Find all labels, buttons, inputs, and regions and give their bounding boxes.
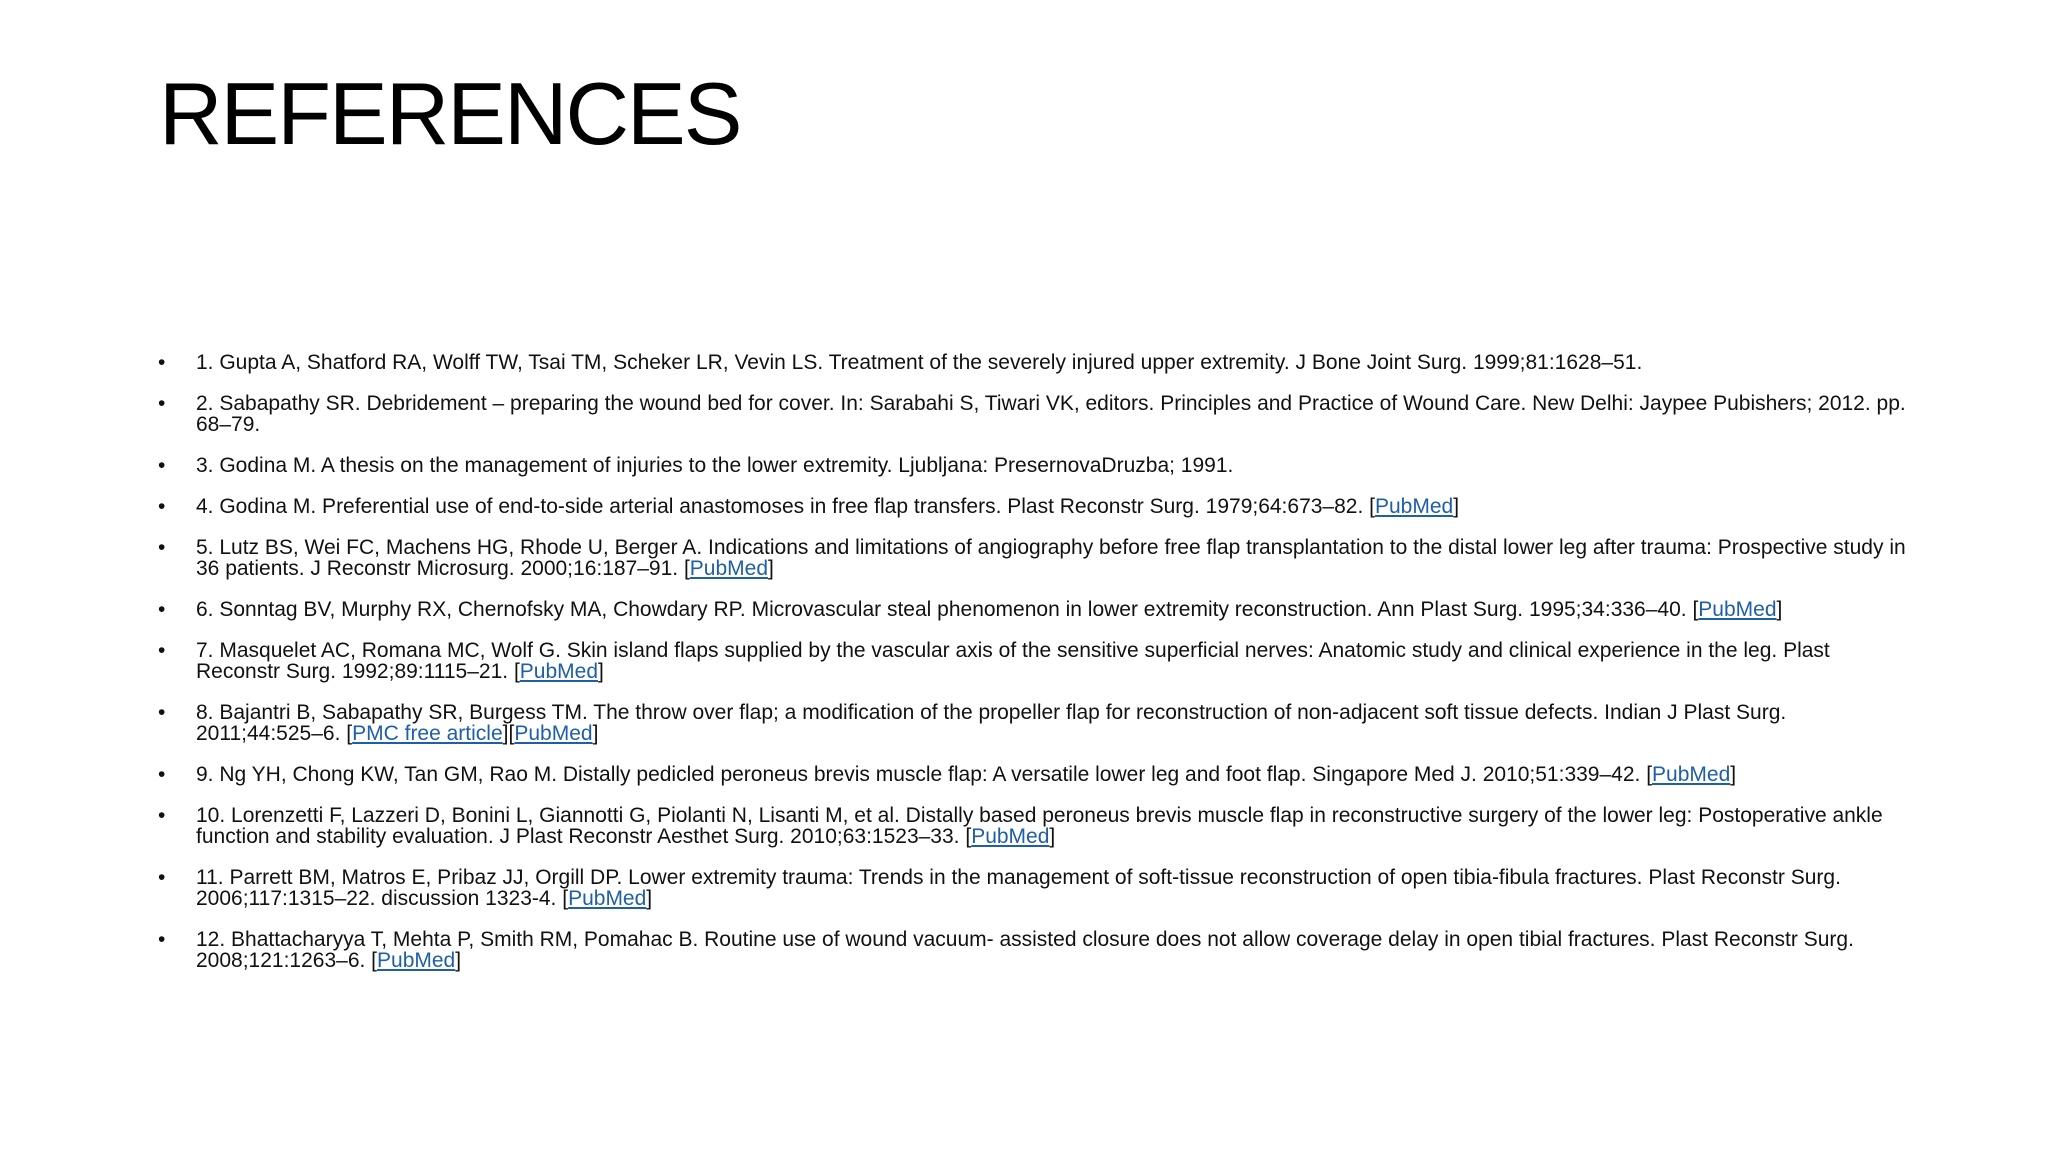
pubmed-link[interactable]: PubMed bbox=[1374, 495, 1454, 518]
reference-text: 11. Parrett BM, Matros E, Pribaz JJ, Orgill DP. Lower extremity trauma: Trends in the management of soft-tissue reconstruction of open tibia-fibula fractures. Plast Reconstr Surg. 2006;117:1315–22. discussion 1323-4. bbox=[196, 866, 1841, 910]
reference-item: • 8. Bajantri B, Sabapathy SR, Burgess TM. The throw over flap; a modification of the propeller flap for reconstruction of non-adjacent soft tissue defects. Indian J Plast Surg. 2011;44:525–6. [PMC free article][PubMed] bbox=[158, 701, 1787, 745]
reference-item: • 12. Bhattacharyya T, Mehta P, Smith RM, Pomahac B. Routine use of wound vacuum- assisted closure does not allow coverage delay in open tibial fractures. Plast Reconstr Surg. 2008;121:1263–6. [PubMed] bbox=[158, 928, 1854, 972]
slide-title: REFERENCES bbox=[159, 64, 741, 163]
reference-text: 8. Bajantri B, Sabapathy SR, Burgess TM. The throw over flap; a modification of the propeller flap for reconstruction of non-adjacent soft tissue defects. Indian J Plast Surg. 2011;44:525–6. bbox=[196, 701, 1787, 745]
reference-item bbox=[158, 455, 1908, 476]
reference-item bbox=[158, 352, 1908, 373]
pubmed-link[interactable]: PubMed bbox=[1698, 598, 1777, 621]
reference-list bbox=[158, 352, 1908, 991]
pubmed-link[interactable]: PubMed bbox=[568, 887, 647, 910]
bullet-icon: • bbox=[158, 639, 166, 662]
pubmed-link[interactable]: PubMed bbox=[519, 660, 599, 683]
pmc-free-article-link[interactable]: PMC free article bbox=[352, 722, 503, 745]
reference-item: • 5. Lutz BS, Wei FC, Machens HG, Rhode U, Berger A. Indications and limitations of angiography before free flap transplantation to the distal lower leg after trauma: Prospective study in 36 patients. J Reconstr Microsurg. 2000;16:187–91. [PubMed] bbox=[158, 536, 1906, 580]
pubmed-link[interactable]: PubMed bbox=[377, 949, 456, 972]
reference-item: • 6. Sonntag BV, Murphy RX, Chernofsky MA, Chowdary RP. Microvascular steal phenomenon in lower extremity reconstruction. Ann Plast Surg. 1995;34:336–40. [PubMed] bbox=[158, 598, 1783, 621]
reference-text: 4. Godina M. Preferential use of end-to-side arterial anastomoses in free flap transfers. Plast Reconstr Surg. 1979;64:673–82. bbox=[196, 495, 1370, 518]
reference-text: 3. Godina M. A thesis on the management of injuries to the lower extremity. Ljubljana: PresernovaDruzba; 1991. bbox=[196, 454, 1234, 477]
bullet-icon: • bbox=[158, 598, 166, 621]
bullet-icon: • bbox=[158, 536, 166, 559]
reference-item: • 10. Lorenzetti F, Lazzeri D, Bonini L, Giannotti G, Piolanti N, Lisanti M, et al. Distally based peroneus brevis muscle flap in reconstructive surgery of the lower leg: Postoperative ankle function and stability evaluation. J Plast Reconstr Aesthet Surg. 2010;63:1523–33. [PubMed] bbox=[158, 804, 1883, 848]
reference-text: 7. Masquelet AC, Romana MC, Wolf G. Skin island flaps supplied by the vascular axis of the sensitive superficial nerves: Anatomic study and clinical experience in the leg. Plast Reconstr Surg. 1992;89:1115–21. bbox=[196, 639, 1830, 683]
bullet-icon: • bbox=[158, 866, 166, 889]
reference-text: 10. Lorenzetti F, Lazzeri D, Bonini L, Giannotti G, Piolanti N, Lisanti M, et al. Distally based peroneus brevis muscle flap in reconstructive surgery of the lower leg: Postoperative ankle function and stability evaluation. J Plast Reconstr Aesthet Surg. 2010;63:1523–33. bbox=[196, 804, 1883, 848]
bullet-icon: • bbox=[158, 804, 166, 827]
reference-text: 6. Sonntag BV, Murphy RX, Chernofsky MA, Chowdary RP. Microvascular steal phenomenon in lower extremity reconstruction. Ann Plast Surg. 1995;34:336–40. bbox=[196, 598, 1693, 621]
bullet-icon: • bbox=[158, 928, 166, 951]
reference-item: • 4. Godina M. Preferential use of end-to-side arterial anastomoses in free flap transfers. Plast Reconstr Surg. 1979;64:673–82. [PubMed] bbox=[158, 495, 1460, 518]
bullet-icon: • bbox=[158, 763, 166, 786]
bullet-icon: • bbox=[158, 495, 166, 518]
reference-item bbox=[158, 393, 1908, 435]
reference-text: 1. Gupta A, Shatford RA, Wolff TW, Tsai TM, Scheker LR, Vevin LS. Treatment of the severely injured upper extremity. J Bone Joint Surg. 1999;81:1628–51. bbox=[196, 351, 1643, 374]
reference-item: • 9. Ng YH, Chong KW, Tan GM, Rao M. Distally pedicled peroneus brevis muscle flap: A versatile lower leg and foot flap. Singapore Med J. 2010;51:339–42. [PubMed] bbox=[158, 763, 1737, 786]
reference-text: 2. Sabapathy SR. Debridement – preparing the wound bed for cover. In: Sarabahi S, Tiwari VK, editors. Principles and Practice of Wound Care. New Delhi: Jaypee Pubishers; 2012. pp. 68–79. bbox=[196, 392, 1906, 436]
pubmed-link[interactable]: PubMed bbox=[971, 825, 1050, 848]
bullet-icon: • bbox=[158, 351, 166, 374]
bullet-icon: • bbox=[158, 454, 166, 477]
pubmed-link[interactable]: PubMed bbox=[1652, 763, 1731, 786]
reference-text: 9. Ng YH, Chong KW, Tan GM, Rao M. Distally pedicled peroneus brevis muscle flap: A versatile lower leg and foot flap. Singapore Med J. 2010;51:339–42. bbox=[196, 763, 1647, 786]
bullet-icon: • bbox=[158, 392, 166, 415]
bullet-icon: • bbox=[158, 701, 166, 724]
pubmed-link[interactable]: PubMed bbox=[689, 557, 769, 580]
pubmed-link[interactable]: PubMed bbox=[514, 722, 593, 745]
reference-item: • 7. Masquelet AC, Romana MC, Wolf G. Skin island flaps supplied by the vascular axis of the sensitive superficial nerves: Anatomic study and clinical experience in the leg. Plast Reconstr Surg. 1992;89:1115–21. [PubMed] bbox=[158, 639, 1830, 683]
reference-text: 12. Bhattacharyya T, Mehta P, Smith RM, Pomahac B. Routine use of wound vacuum- assisted closure does not allow coverage delay in open tibial fractures. Plast Reconstr Surg. 2008;121:1263–6. bbox=[196, 928, 1854, 972]
reference-item: • 11. Parrett BM, Matros E, Pribaz JJ, Orgill DP. Lower extremity trauma: Trends in the management of soft-tissue reconstruction of open tibia-fibula fractures. Plast Reconstr Surg. 2006;117:1315–22. discussion 1323-4. [PubMed] bbox=[158, 866, 1841, 910]
reference-text: 5. Lutz BS, Wei FC, Machens HG, Rhode U, Berger A. Indications and limitations of angiography before free flap transplantation to the distal lower leg after trauma: Prospective study in 36 patients. J Reconstr Microsurg. 2000;16:187–91. bbox=[196, 536, 1906, 580]
